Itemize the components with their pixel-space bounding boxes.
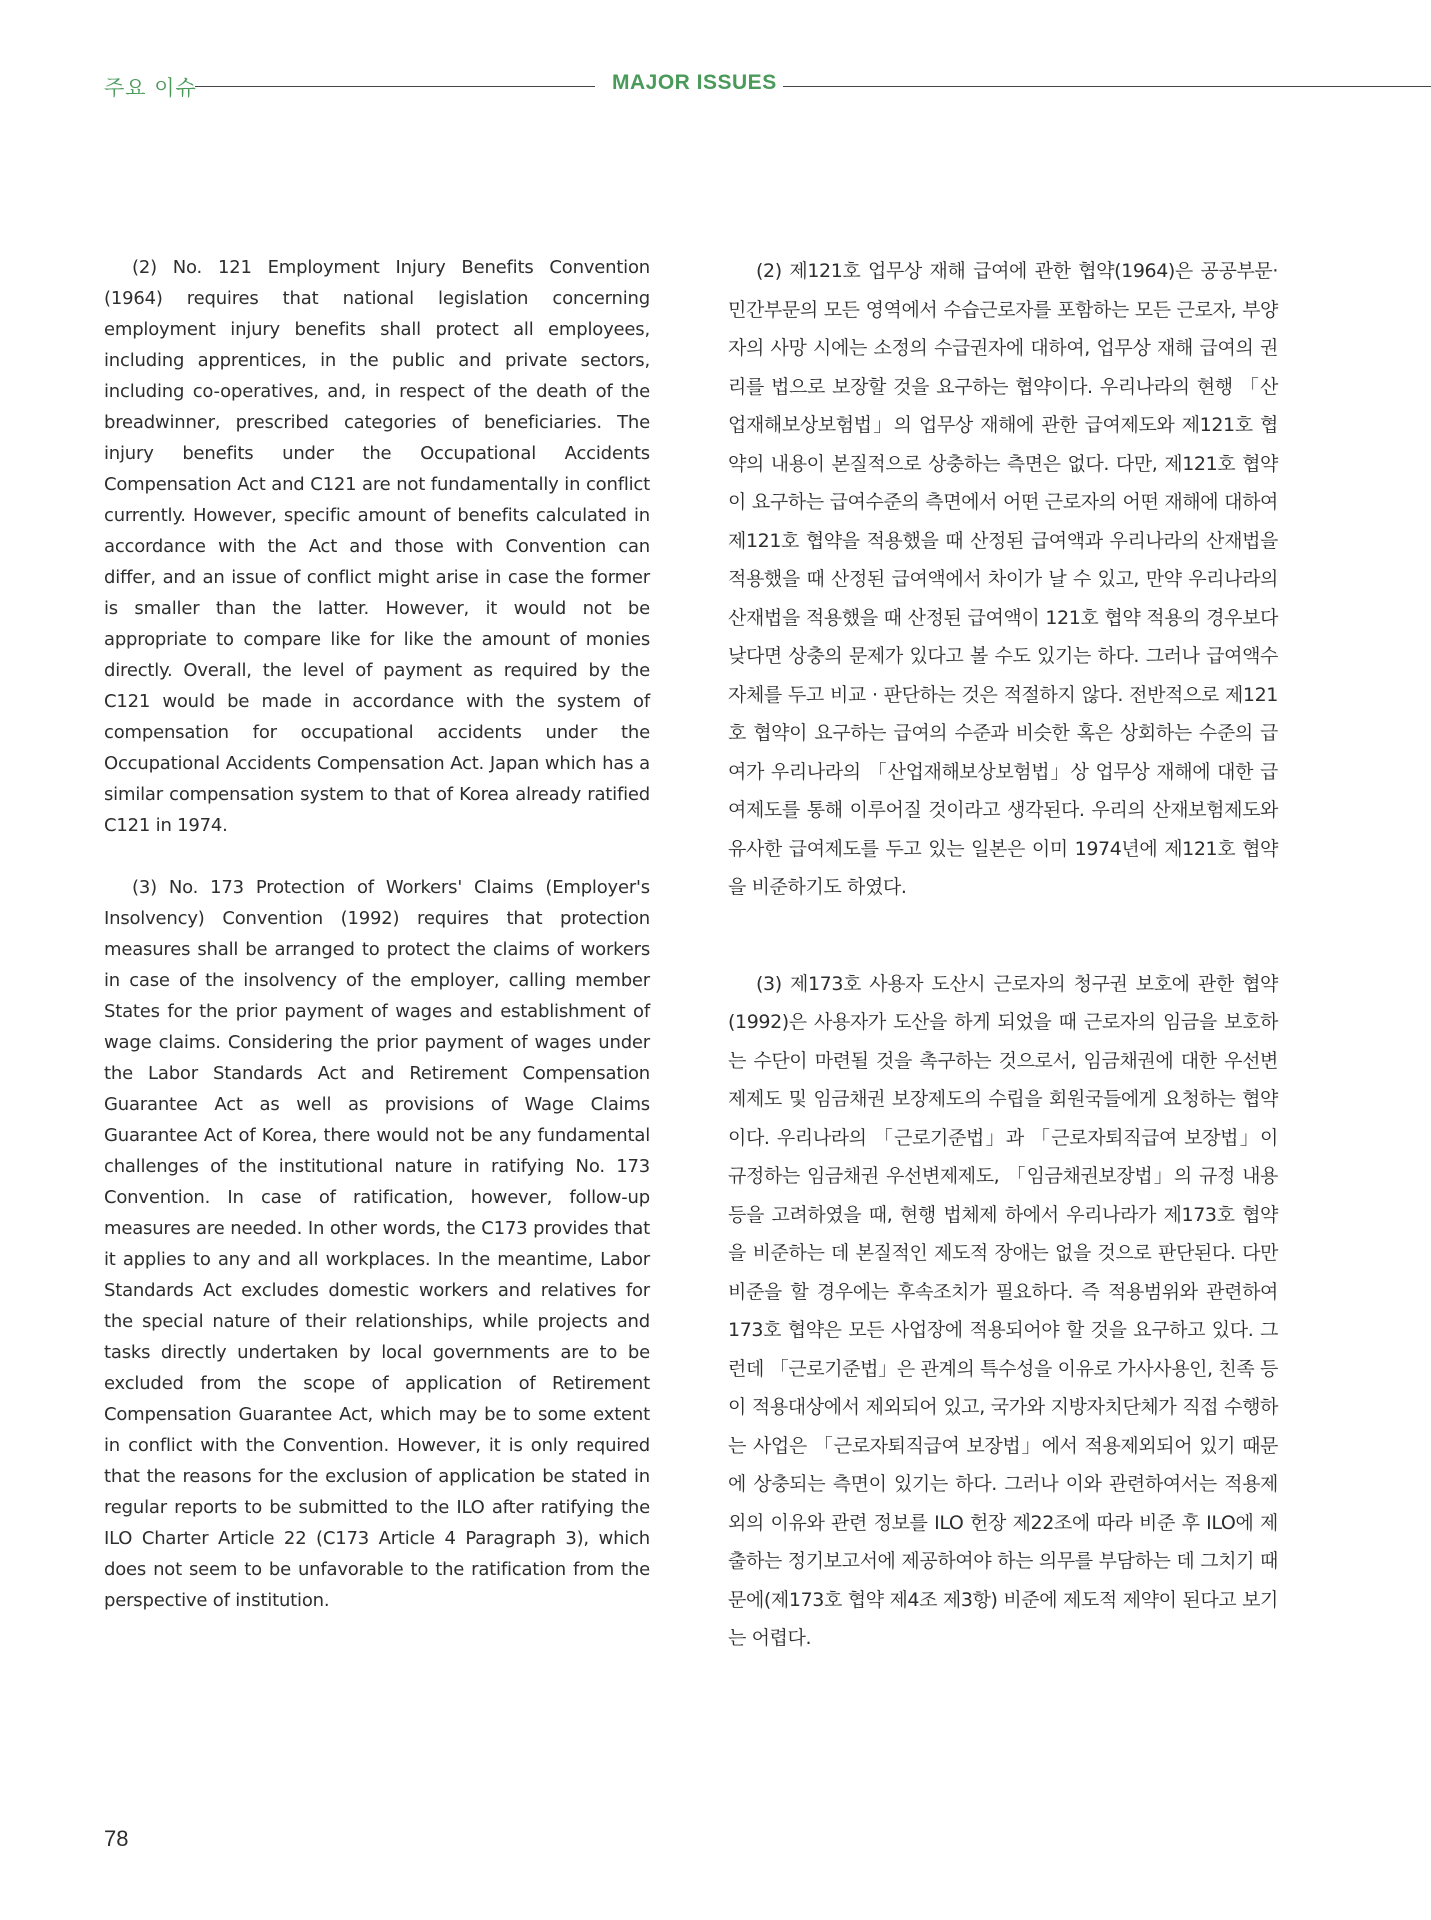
header-rule-left: [195, 86, 595, 87]
running-header: [0, 0, 1431, 120]
english-paragraph-c121: (2) No. 121 Employment Injury Benefits Convention (1964) requires that national legislation concerning employment injury benefits shall protect all employees, including apprentices, in the public and private sectors, including co-operatives, and, in respect of the death of the breadwinner, prescribed categories of beneficiaries. The injury benefits under the Occupational Accidents Compensation Act and C121 are not fundamentally in conflict currently. However, specific amount of benefits calculated in accordance with the Act and those with Convention can differ, and an issue of conflict might arise in case the former is smaller than the latter. However, it would not be appropriate to compare like for like the amount of monies directly. Overall, the level of payment as required by the C121 would be made in accordance with the system of compensation for occupational accidents under the Occupational Accidents Compensation Act. Japan which has a similar compensation system to that of Korea already ratified C121 in 1974.: [104, 257, 650, 836]
korean-paragraph-c121: (2) 제121호 업무상 재해 급여에 관한 협약(1964)은 공공부문·민간부문의 모든 영역에서 수습근로자를 포함하는 모든 근로자, 부양자의 사망 시에는 소정의 수급권자에 대하여, 업무상 재해 급여의 권리를 법으로 보장할 것을 요구하는 협약이다. 우리나라의 현행 「산업재해보상보험법」의 업무상 재해에 관한 급여제도와 제121호 협약의 내용이 본질적으로 상충하는 측면은 없다. 다만, 제121호 협약이 요구하는 급여수준의 측면에서 어떤 근로자의 어떤 재해에 대하여 제121호 협약을 적용했을 때 산정된 급여액과 우리나라의 산재법을 적용했을 때 산정된 급여액에서 차이가 날 수 있고, 만약 우리나라의 산재법을 적용했을 때 산정된 급여액이 121호 협약 적용의 경우보다 낮다면 상충의 문제가 있다고 볼 수도 있기는 하다. 그러나 급여액수 자체를 두고 비교 · 판단하는 것은 적절하지 않다. 전반적으로 제121호 협약이 요구하는 급여의 수준과 비슷한 혹은 상회하는 수준의 급여가 우리나라의 「산업재해보상보험법」상 업무상 재해에 대한 급여제도를 통해 이루어질 것이라고 생각된다. 우리의 산재보험제도와 유사한 급여제도를 두고 있는 일본은 이미 1974년에 제121호 협약을 비준하기도 하였다.: [728, 260, 1278, 898]
page-number: 78: [104, 1826, 129, 1851]
english-paragraph-c173: (3) No. 173 Protection of Workers' Claims (Employer's Insolvency) Convention (1992) requires that protection measures shall be arranged to protect the claims of workers in case of the insolvency of the employer, calling member States for the prior payment of wages and establishment of wage claims. Considering the prior payment of wages under the Labor Standards Act and Retirement Compensation Guarantee Act as well as provisions of Wage Claims Guarantee Act of Korea, there would not be any fundamental challenges of the institutional nature in ratifying No. 173 Convention. In case of ratification, however, follow-up measures are needed. In other words, the C173 provides that it applies to any and all workplaces. In the meantime, Labor Standards Act excludes domestic workers and relatives for the special nature of their relationships, while projects and tasks directly undertaken by local governments are to be excluded from the scope of application of Retirement Compensation Guarantee Act, which may be to some extent in conflict with the Convention. However, it is only required that the reasons for the exclusion of application be stated in regular reports to be submitted to the ILO after ratifying the ILO Charter Article 22 (C173 Article 4 Paragraph 3), which does not seem to be unfavorable to the ratification from the perspective of institution.: [104, 877, 650, 1611]
section-label-korean: 주요 이슈: [104, 76, 197, 100]
korean-column: [728, 252, 1278, 1658]
korean-paragraph-c173: (3) 제173호 사용자 도산시 근로자의 청구권 보호에 관한 협약(1992)은 사용자가 도산을 하게 되었을 때 근로자의 임금을 보호하는 수단이 마련될 것을 촉구하는 것으로서, 임금채권에 대한 우선변제제도 및 임금채권 보장제도의 수립을 회원국들에게 요청하는 협약이다. 우리나라의 「근로기준법」과 「근로자퇴직급여 보장법」이 규정하는 임금채권 우선변제제도, 「임금채권보장법」의 규정 내용 등을 고려하였을 때, 현행 법체제 하에서 우리나라가 제173호 협약을 비준하는 데 본질적인 제도적 장애는 없을 것으로 판단된다. 다만 비준을 할 경우에는 후속조치가 필요하다. 즉 적용범위와 관련하여 173호 협약은 모든 사업장에 적용되어야 할 것을 요구하고 있다. 그런데 「근로기준법」은 관계의 특수성을 이유로 가사사용인, 친족 등이 적용대상에서 제외되어 있고, 국가와 지방자치단체가 직접 수행하는 사업은 「근로자퇴직급여 보장법」에서 적용제외되어 있기 때문에 상충되는 측면이 있기는 하다. 그러나 이와 관련하여서는 적용제외의 이유와 관련 정보를 ILO 헌장 제22조에 따라 비준 후 ILO에 제출하는 정기보고서에 제공하여야 하는 의무를 부담하는 데 그치기 때문에(제173호 협약 제4조 제3항) 비준에 제도적 제약이 된다고 보기는 어렵다.: [728, 972, 1278, 1649]
section-label-english: MAJOR ISSUES: [612, 71, 777, 94]
english-column: [104, 252, 650, 1616]
header-rule-right: [783, 86, 1431, 87]
